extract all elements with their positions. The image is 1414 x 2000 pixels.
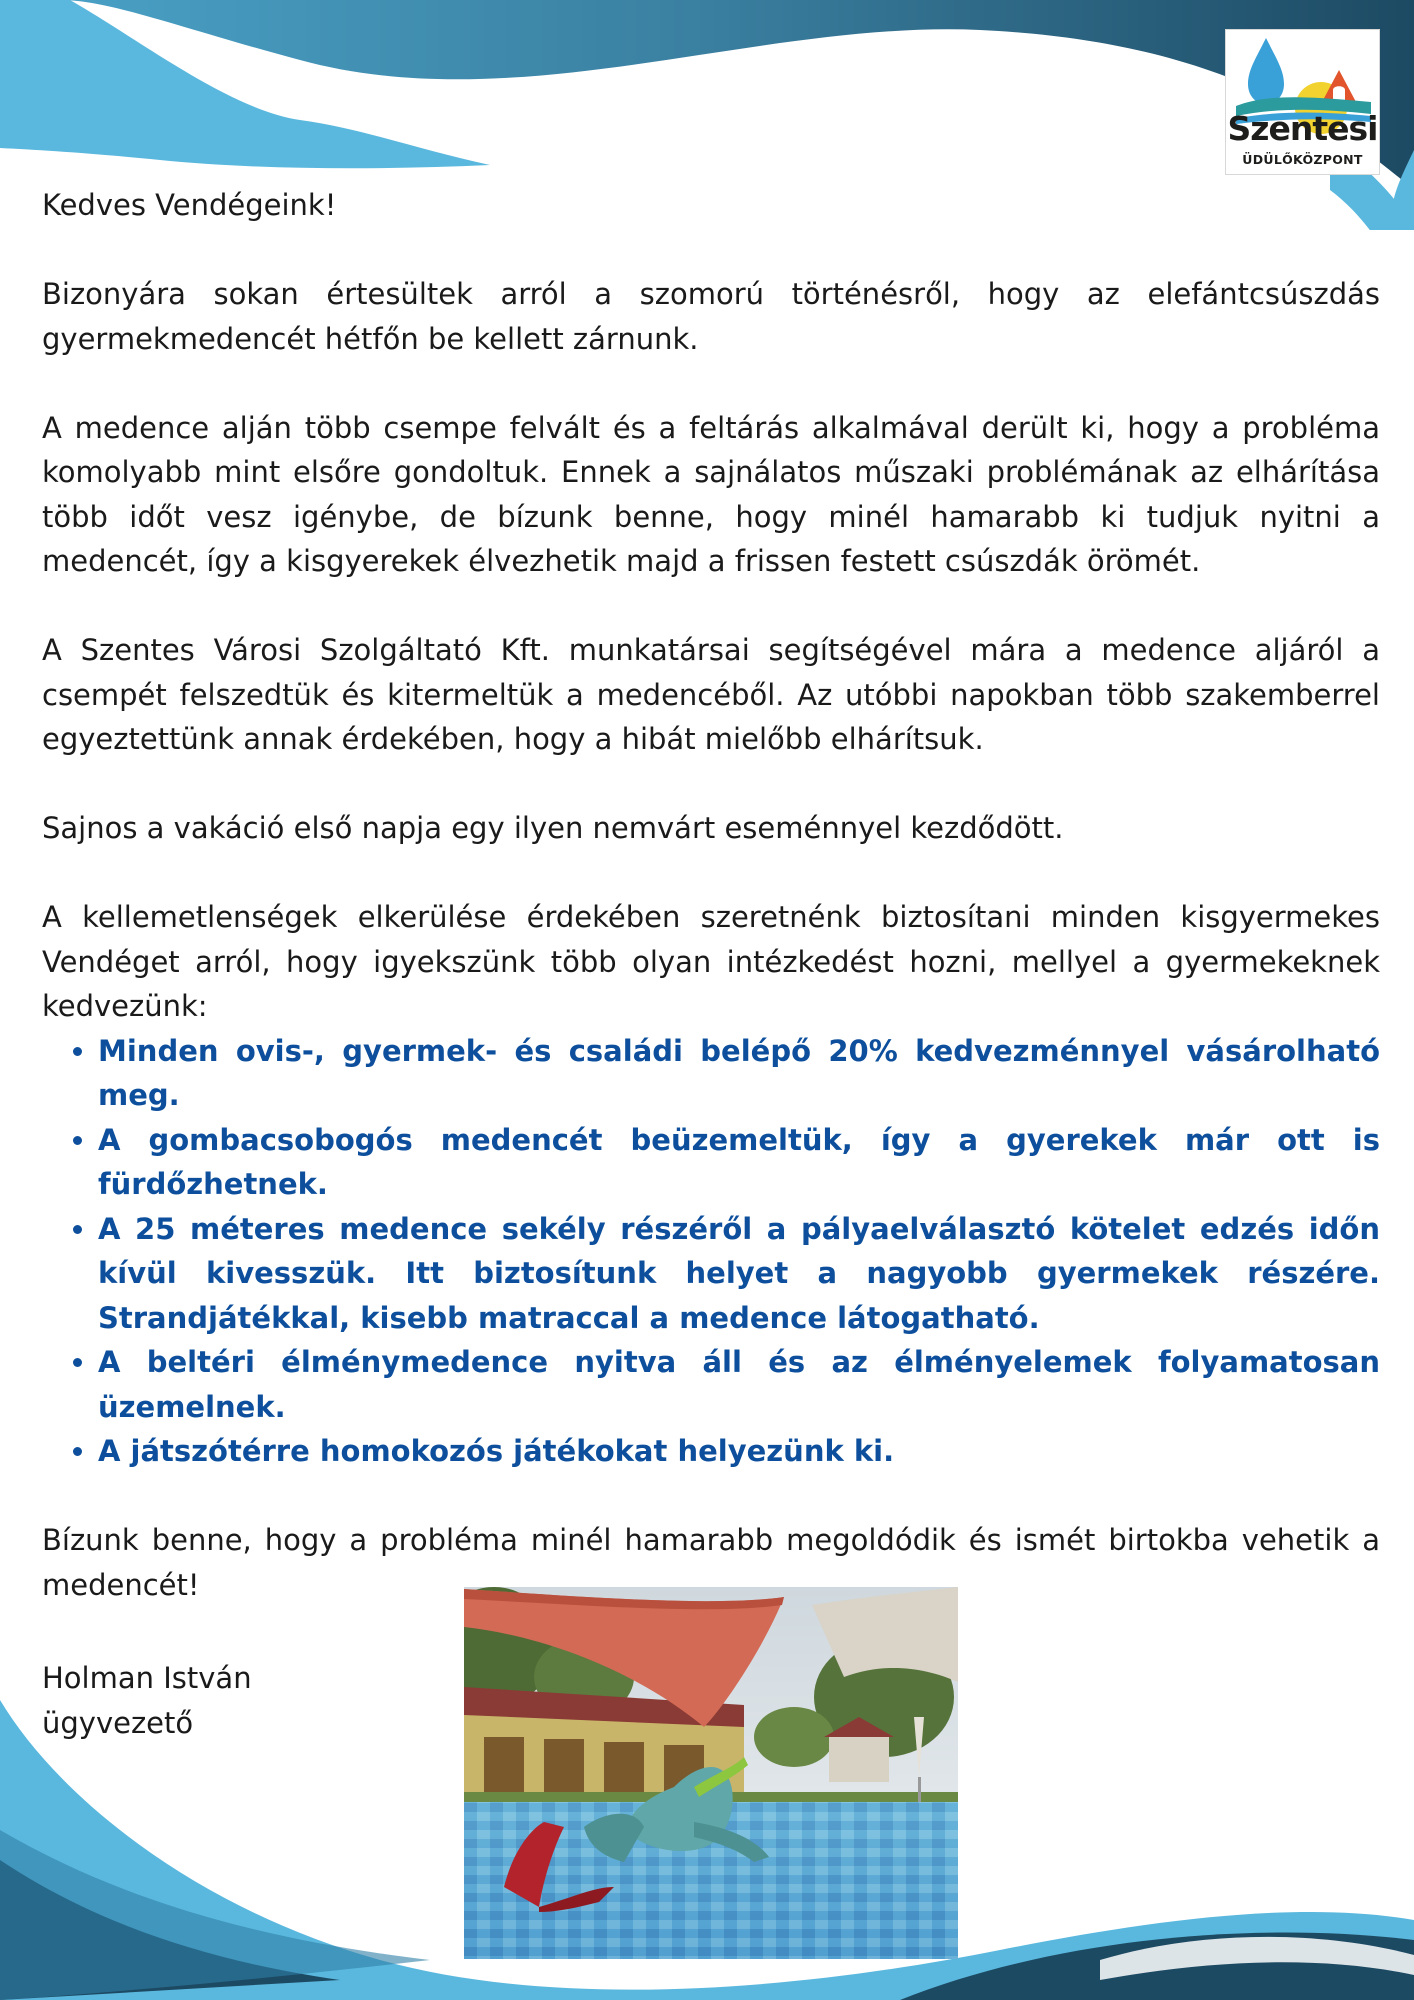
list-item: • A gombacsobogós medencét beüzemeltük, így a gyerekek már ott is fürdőzhetnek.: [98, 1118, 1380, 1207]
list-item: • A játszótérre homokozós játékokat helyezünk ki.: [98, 1429, 1380, 1474]
list-item: • A beltéri élménymedence nyitva áll és az élményelemek folyamatosan üzemelnek.: [98, 1340, 1380, 1429]
paragraph: Sajnos a vakáció első napja egy ilyen nemvárt eseménnyel kezdődött.: [42, 811, 1064, 845]
paragraph: Bizonyára sokan értesültek arról a szomorú történésről, hogy az elefántcsúszdás gyermekmedencét hétfőn be kellett zárnunk.: [42, 277, 1380, 356]
paragraph: A Szentes Városi Szolgáltató Kft. munkatársai segítségével mára a medence aljáról a csempét felszedtük és kitermeltük a medencéből. Az utóbbi napokban több szakemberrel egyeztettünk annak érdekében, hogy a hibát mielőbb elhárítsuk.: [42, 633, 1380, 756]
logo-name: Szentesi: [1227, 109, 1378, 148]
measures-list: [42, 1029, 1380, 1474]
logo-subtitle: ÜDÜLŐKÖZPONT: [1242, 152, 1363, 167]
signature-title: ügyvezető: [42, 1705, 194, 1740]
list-item: • A 25 méteres medence sekély részéről a pályaelválasztó kötelet edzés időn kívül kivesszük. Itt biztosítunk helyet a nagyobb gyermekek részére. Strandjátékkal, kisebb matraccal a medence látogatható.: [98, 1207, 1380, 1341]
closing-paragraph: Bízunk benne, hogy a probléma minél hamarabb megoldódik és ismét birtokba vehetik a medencét!: [42, 1523, 1380, 1602]
signature: [42, 1656, 252, 1745]
pool-photo: [464, 1587, 958, 1959]
logo: [1225, 29, 1380, 175]
paragraph: A kellemetlenségek elkerülése érdekében szeretnénk biztosítani minden kisgyermekes Vendéget arról, hogy igyekszünk több olyan intézkedést hozni, mellyel a gyermekeknek kedvezünk:: [42, 900, 1380, 1023]
letter-body: [42, 183, 1380, 1607]
greeting: Kedves Vendégeink!: [42, 188, 337, 222]
paragraph: A medence alján több csempe felvált és a feltárás alkalmával derült ki, hogy a probléma komolyabb mint elsőre gondoltuk. Ennek a sajnálatos műszaki problémának az elhárítása több időt vesz igénybe, de bízunk benne, hogy minél hamarabb ki tudjuk nyitni a medencét, így a kisgyerekek élvezhetik majd a frissen festett csúszdák örömét.: [42, 410, 1380, 578]
list-item: • Minden ovis-, gyermek- és családi belépő 20% kedvezménnyel vásárolható meg.: [98, 1029, 1380, 1118]
signature-name: Holman István: [42, 1661, 252, 1695]
